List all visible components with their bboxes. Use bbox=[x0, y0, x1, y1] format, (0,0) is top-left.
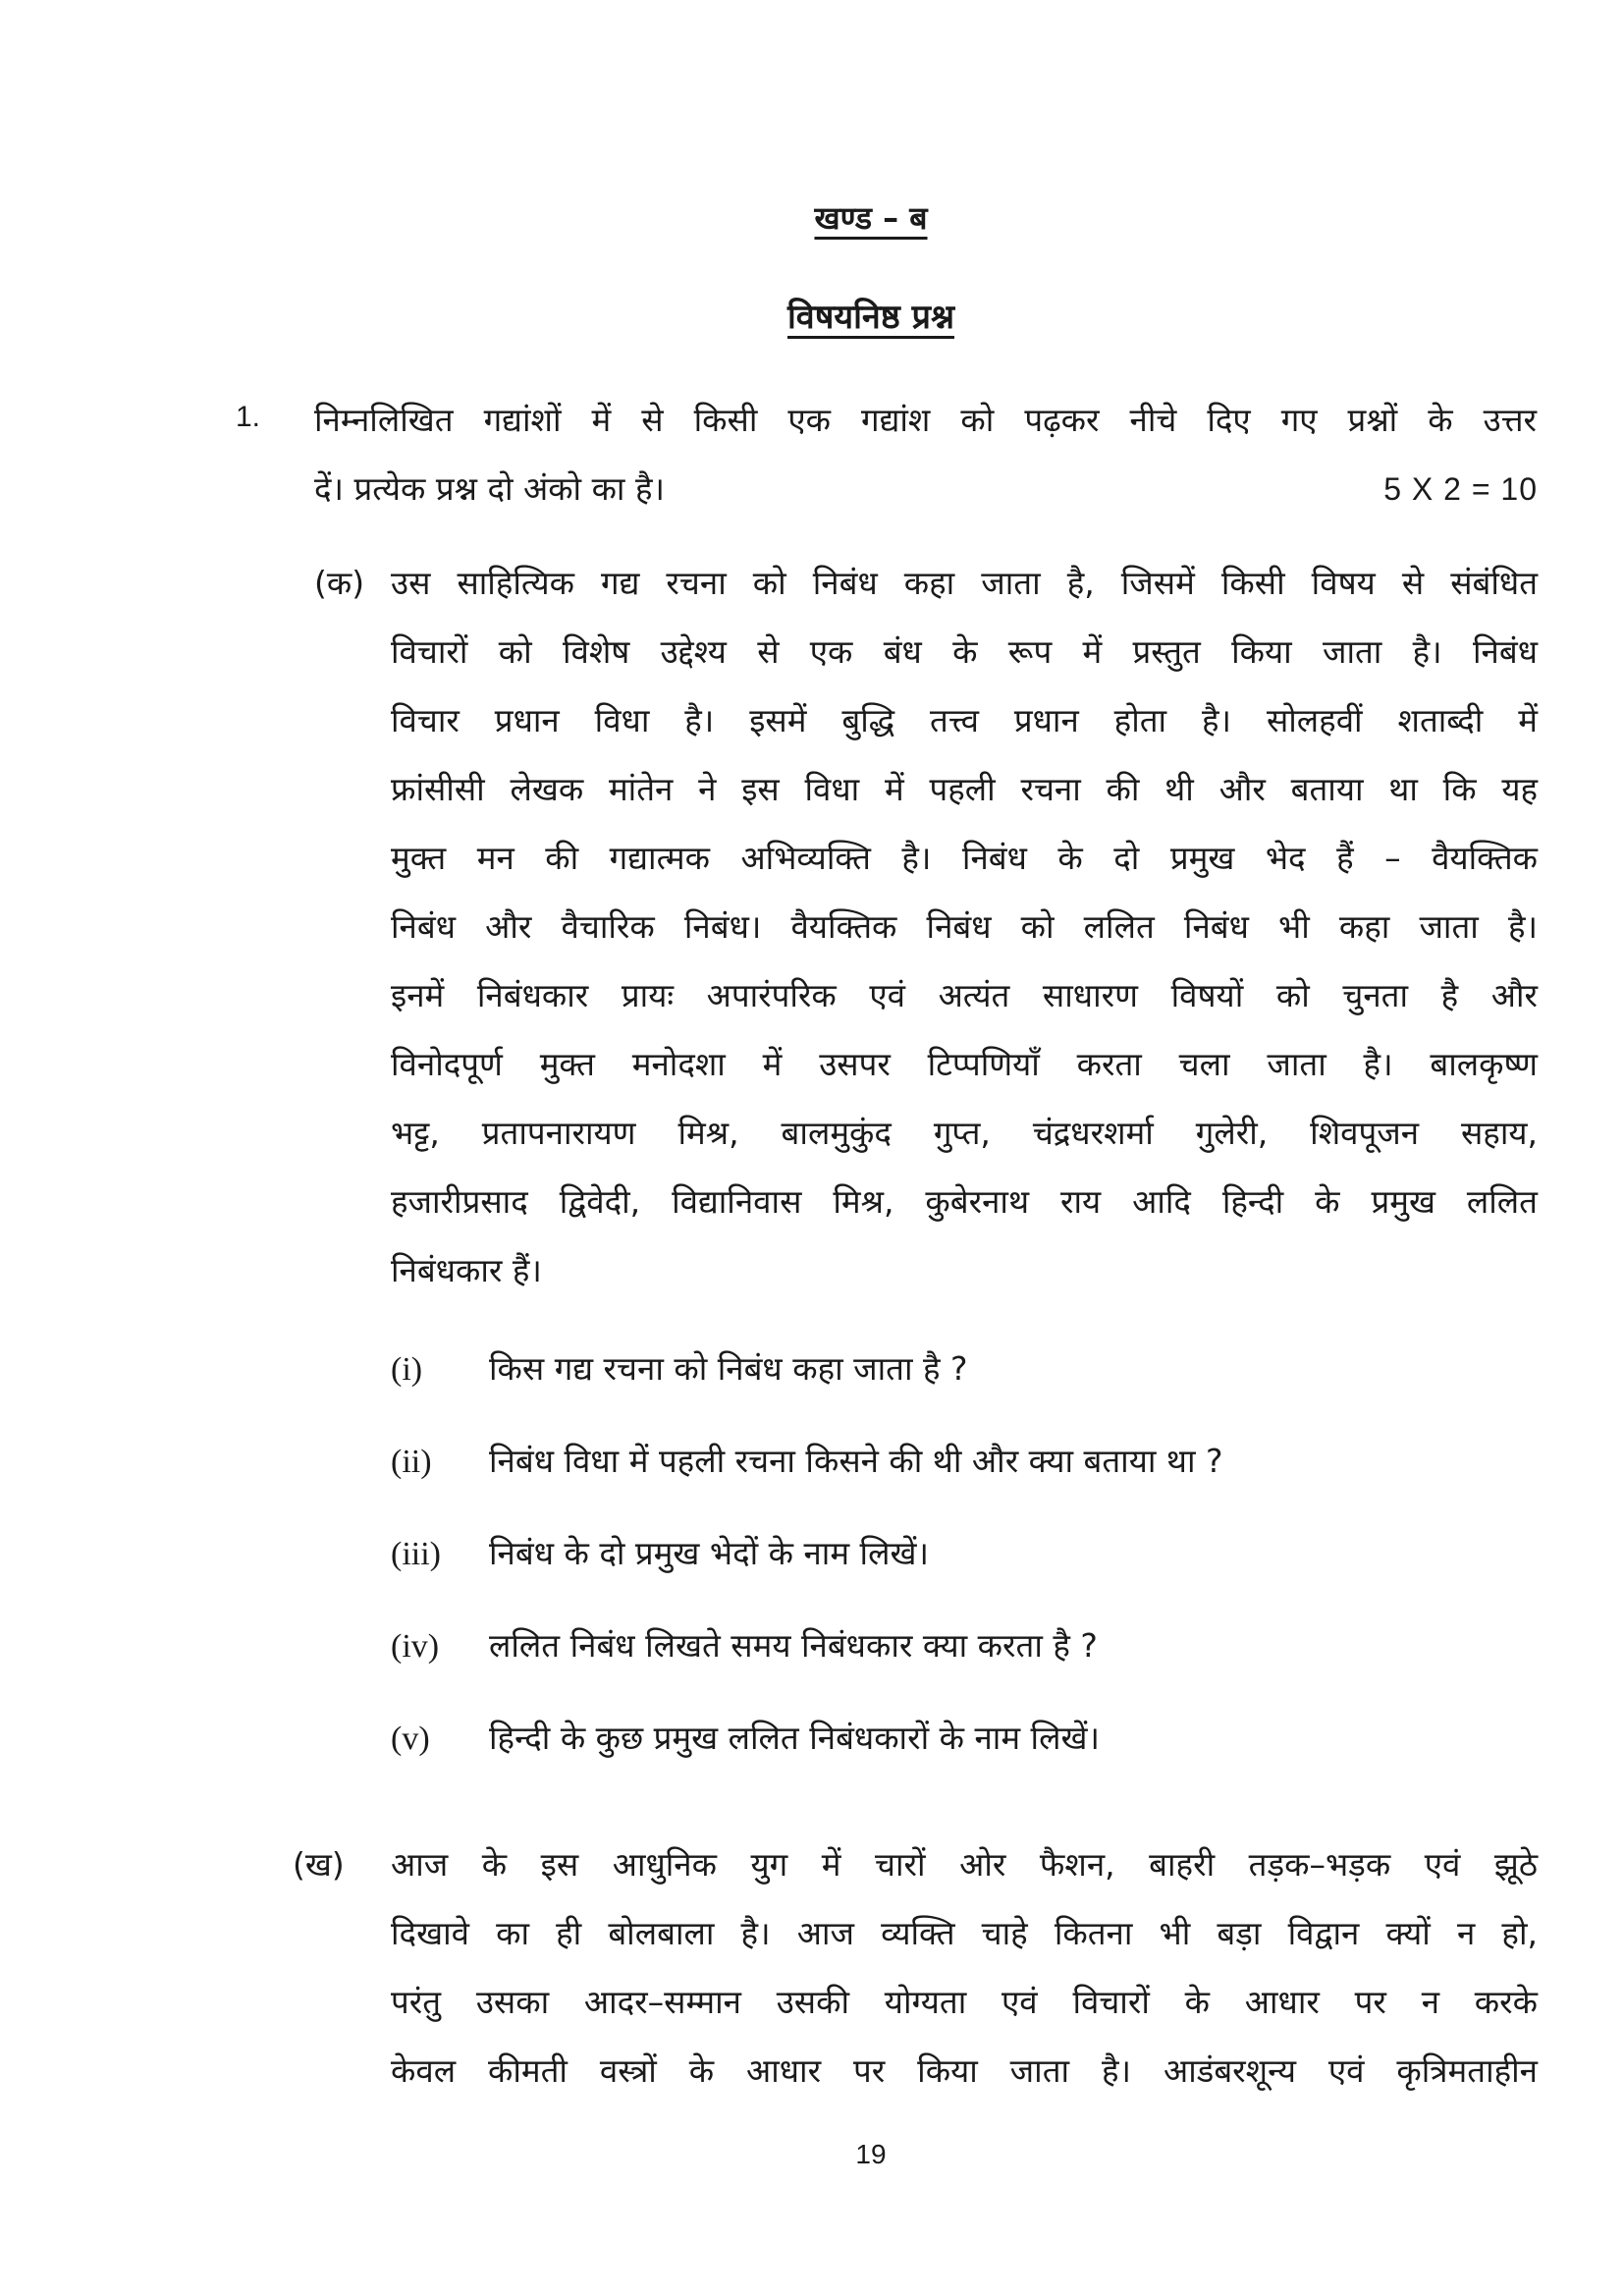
passage-line: फ्रांसीसी लेखक मांतेन ने इस विधा में पहली रचना की थी और बताया था कि यह bbox=[391, 770, 1538, 808]
section-title-text: विषयनिष्ठ प्रश्न bbox=[786, 298, 954, 337]
question-marks: 5 X 2 = 10 bbox=[1383, 471, 1538, 507]
sub-question bbox=[391, 1432, 1223, 1492]
page-number: 19 bbox=[855, 2139, 887, 2169]
sub-question-text: किस गद्य रचना को निबंध कहा जाता है ? bbox=[489, 1349, 968, 1388]
sub-question-number: (ii) bbox=[391, 1444, 432, 1480]
question-number: 1. bbox=[236, 401, 261, 433]
passage-line: हजारीप्रसाद द्विवेदी, विद्यानिवास मिश्र, कुबेरनाथ राय आदि हिन्दी के प्रमुख ललित bbox=[391, 1182, 1538, 1221]
passage-line: इनमें निबंधकार प्रायः अपारंपरिक एवं अत्यंत साधारण विषयों को चुनता है और bbox=[391, 976, 1538, 1014]
section-title bbox=[0, 293, 1624, 338]
sub-question bbox=[391, 1339, 968, 1399]
passage-a-label: (क) bbox=[314, 564, 365, 602]
section-heading bbox=[0, 196, 1624, 239]
passage-line: भट्ट, प्रतापनारायण मिश्र, बालमुकुंद गुप्त, चंद्रधरशर्मा गुलेरी, शिवपूजन सहाय, bbox=[391, 1114, 1538, 1152]
sub-question-number: (iii) bbox=[391, 1536, 441, 1572]
passage-line: आज के इस आधुनिक युग में चारों ओर फैशन, बाहरी तड़क–भड़क एवं झूठे bbox=[391, 1845, 1538, 1884]
passage-line: निबंधकार हैं। bbox=[391, 1251, 542, 1289]
sub-question-text: हिन्दी के कुछ प्रमुख ललित निबंधकारों के नाम लिखें। bbox=[489, 1719, 1100, 1757]
sub-question-text: निबंध के दो प्रमुख भेदों के नाम लिखें। bbox=[489, 1534, 929, 1572]
sub-question-text: ललित निबंध लिखते समय निबंधकार क्या करता है ? bbox=[489, 1626, 1098, 1665]
sub-question-number: (i) bbox=[391, 1351, 423, 1388]
section-khand-label: खण्ड – ब bbox=[814, 199, 928, 237]
passage-line: उस साहित्यिक गद्य रचना को निबंध कहा जाता है, जिसमें किसी विषय से संबंधित bbox=[391, 564, 1538, 602]
sub-question bbox=[391, 1616, 1098, 1676]
passage-line: विचारों को विशेष उद्देश्य से एक बंध के रूप में प्रस्तुत किया जाता है। निबंध bbox=[391, 632, 1538, 671]
passage-a bbox=[391, 549, 1538, 1305]
question-instruction-line-2: दें। प्रत्येक प्रश्न दो अंको का है। bbox=[314, 469, 666, 508]
passage-line: विचार प्रधान विधा है। इसमें बुद्धि तत्त्व प्रधान होता है। सोलहवीं शताब्दी में bbox=[391, 701, 1538, 739]
passage-line: दिखावे का ही बोलबाला है। आज व्यक्ति चाहे कितना भी बड़ा विद्वान क्यों न हो, bbox=[391, 1914, 1538, 1952]
passage-line: निबंध और वैचारिक निबंध। वैयक्तिक निबंध को ललित निबंध भी कहा जाता है। bbox=[391, 907, 1538, 946]
question-instruction-line-1: निम्नलिखित गद्यांशों में से किसी एक गद्यांश को पढ़कर नीचे दिए गए प्रश्नों के उत्तर bbox=[314, 401, 1537, 439]
passage-line: विनोदपूर्ण मुक्त मनोदशा में उसपर टिप्पणियाँ करता चला जाता है। बालकृष्ण bbox=[391, 1045, 1538, 1083]
sub-question bbox=[391, 1709, 1100, 1769]
passage-line: केवल कीमती वस्त्रों के आधार पर किया जाता है। आडंबरशून्य एवं कृत्रिमताहीन bbox=[391, 2051, 1538, 2090]
passage-line: मुक्त मन की गद्यात्मक अभिव्यक्ति है। निबंध के दो प्रमुख भेद हैं – वैयक्तिक bbox=[391, 839, 1538, 877]
sub-question-number: (v) bbox=[391, 1721, 430, 1757]
passage-line: परंतु उसका आदर–सम्मान उसकी योग्यता एवं विचारों के आधार पर न करके bbox=[391, 1983, 1538, 2021]
sub-question-number: (iv) bbox=[391, 1628, 440, 1665]
sub-question-text: निबंध विधा में पहली रचना किसने की थी और क्या बताया था ? bbox=[489, 1442, 1223, 1480]
passage-b bbox=[391, 1831, 1538, 2105]
passage-b-label: (ख) bbox=[293, 1845, 345, 1884]
sub-question bbox=[391, 1524, 929, 1584]
